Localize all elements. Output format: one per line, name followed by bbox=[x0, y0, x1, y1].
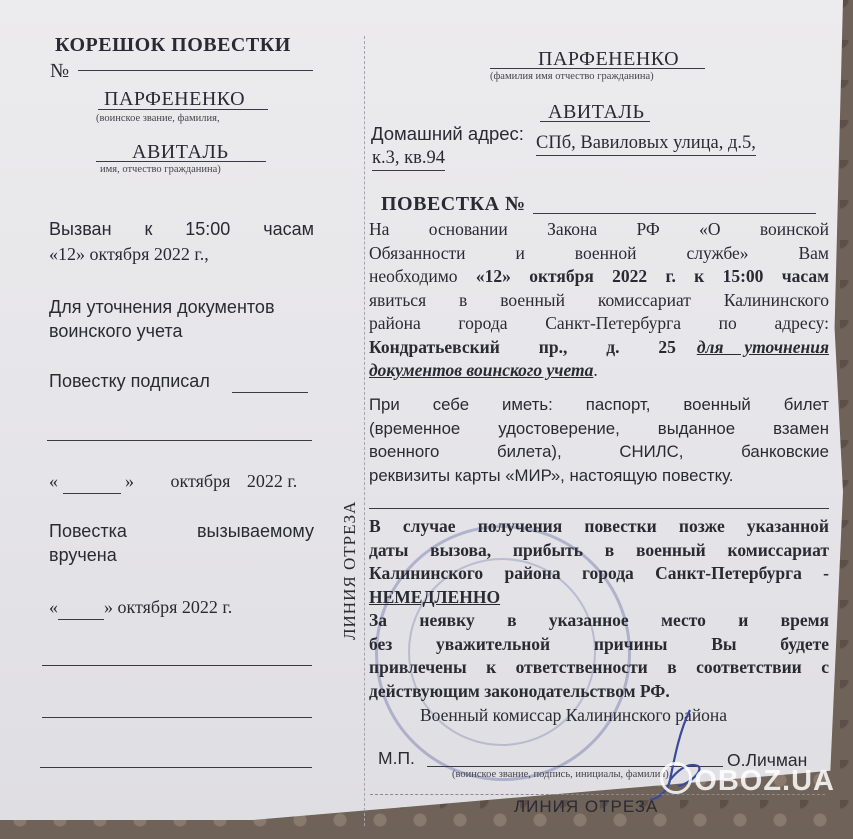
stub-blank-line-2 bbox=[42, 717, 312, 718]
stub-called-hours: часам bbox=[263, 219, 314, 239]
stub-called-line bbox=[49, 218, 314, 241]
main-bring-line-3: военного билета), СНИЛС, банковские bbox=[369, 442, 829, 461]
main-bring bbox=[369, 393, 829, 487]
stub-date-month: октября bbox=[170, 471, 231, 491]
stub-number-label: № bbox=[50, 60, 70, 82]
main-bring-line-2: (временное удостоверение, выданное взамен bbox=[369, 418, 829, 438]
stub-handed-date-rest: » октября 2022 г. bbox=[104, 597, 233, 617]
watermark-text: OBOZ.UA bbox=[694, 765, 835, 797]
main-body-line-5: района города Санкт-Петербурга по адресу: bbox=[369, 313, 829, 333]
main-mp: М.П. bbox=[378, 748, 415, 768]
main-body-line-4: явиться в военный комиссариат Калининского bbox=[369, 289, 829, 310]
stub-name: АВИТАЛЬ bbox=[132, 141, 229, 163]
stub-date-open: « bbox=[49, 471, 58, 491]
main-notice-line-2: даты вызова, прибыть в военный комиссариат bbox=[369, 539, 829, 560]
main-address-label: Домашний адрес: bbox=[371, 123, 524, 144]
vertical-cut-label: ЛИНИЯ ОТРЕЗА bbox=[340, 500, 359, 640]
main-name-line bbox=[540, 121, 650, 122]
stub-date-close: » bbox=[125, 471, 134, 491]
main-address-2: к.3, кв.94 bbox=[372, 147, 445, 171]
stub-handed-date bbox=[49, 596, 232, 620]
main-fail-line-3: привлечены к ответственности в соответствии с bbox=[369, 657, 829, 677]
main-fail bbox=[369, 609, 829, 703]
main-body-line-7 bbox=[369, 359, 829, 383]
stub-surname: ПАРФЕНЕНКО bbox=[104, 88, 246, 110]
main-separator-line bbox=[369, 508, 829, 509]
main-commissar: Военный комиссар Калининского района bbox=[420, 705, 728, 725]
main-number-line bbox=[533, 213, 816, 214]
stub-signed-by: Повестку подписал bbox=[49, 371, 210, 391]
main-signer: О.Личман bbox=[727, 750, 808, 770]
stub-name-caption: имя, отчество гражданина) bbox=[100, 164, 221, 175]
stub-handed-3: вручена bbox=[49, 545, 117, 565]
main-body bbox=[369, 218, 829, 383]
watermark bbox=[660, 762, 835, 798]
main-fio-caption: (фамилия имя отчество гражданина) bbox=[490, 71, 654, 82]
main-name: АВИТАЛЬ bbox=[548, 101, 645, 123]
main-notice bbox=[369, 515, 829, 609]
main-body-3-bold: «12» октября 2022 г. к 15:00 часам bbox=[475, 266, 829, 286]
main-sign-caption: (воинское звание, подпись, инициалы, фамилия) bbox=[452, 769, 669, 780]
main-fail-line-2: без уважительной причины Вы будете bbox=[369, 633, 829, 654]
stub-blank-line-3 bbox=[40, 767, 312, 768]
stub-date-year: 2022 г. bbox=[246, 471, 298, 491]
stub-purpose-1: Для уточнения документов bbox=[49, 297, 275, 317]
stub-name-line bbox=[96, 161, 266, 162]
main-notice-line-4: НЕМЕДЛЕННО bbox=[369, 586, 501, 607]
stub-called-time: 15:00 bbox=[185, 219, 231, 239]
watermark-logo-icon bbox=[660, 762, 692, 794]
stub-title: КОРЕШОК ПОВЕСТКИ bbox=[55, 34, 291, 56]
main-body-7-end: . bbox=[593, 360, 598, 380]
main-notice-line-3: Калининского района города Санкт-Петербурга - bbox=[369, 563, 829, 583]
stub-handed-date-blank bbox=[58, 596, 104, 620]
vertical-cut-line bbox=[364, 36, 365, 826]
main-body-6-italic: для уточнения bbox=[696, 336, 829, 357]
main-body-7-italic: документов воинского учета bbox=[369, 360, 594, 380]
main-bring-line-1: При себе иметь: паспорт, военный билет bbox=[369, 395, 829, 414]
stub-purpose-2: воинского учета bbox=[49, 321, 183, 341]
stub-blank-line-1 bbox=[42, 665, 312, 666]
main-fail-line-4: действующим законодательством РФ. bbox=[369, 680, 670, 701]
stub-called-word: Вызван bbox=[49, 219, 112, 239]
stub-date-row bbox=[49, 470, 311, 494]
main-fail-line-1: За неявку в указанное место и время bbox=[369, 610, 829, 630]
main-surname: ПАРФЕНЕНКО bbox=[538, 48, 680, 70]
stub-signer-line bbox=[232, 392, 308, 393]
stub-called-date: «12» октября 2022 г., bbox=[49, 244, 209, 264]
main-notice-line-1: В случае получения повестки позже указанной bbox=[369, 516, 829, 536]
main-body-3-pre: необходимо bbox=[369, 266, 458, 286]
main-bring-line-4: реквизиты карты «МИР», настоящую повестку. bbox=[369, 465, 734, 485]
stub-signer-line-2 bbox=[47, 440, 312, 441]
stub-number-line bbox=[78, 70, 313, 71]
stub-handed-line bbox=[49, 520, 314, 543]
main-title: ПОВЕСТКА № bbox=[381, 193, 526, 215]
stub-handed-word: Повестка bbox=[49, 521, 127, 541]
bottom-cut-label: ЛИНИЯ ОТРЕЗА bbox=[514, 797, 659, 816]
stub-date-blank bbox=[63, 470, 121, 494]
stub-called-at: к bbox=[144, 219, 153, 239]
main-body-line-3 bbox=[369, 265, 829, 289]
stub-handed-to: вызываемому bbox=[196, 521, 314, 541]
main-body-line-2: Обязанности и военной службе» Вам bbox=[369, 242, 829, 263]
main-body-line-6 bbox=[369, 336, 829, 360]
stub-surname-line bbox=[98, 109, 268, 110]
main-body-6-bold: Кондратьевский пр., д. 25 bbox=[369, 336, 676, 357]
stub-rank-caption: (воинское звание, фамилия, bbox=[96, 113, 220, 124]
main-surname-line bbox=[490, 68, 705, 69]
stub-handed-date-open: « bbox=[49, 597, 58, 617]
main-address-1: СПб, Вавиловых улица, д.5, bbox=[536, 132, 756, 156]
main-body-line-1: На основании Закона РФ «О воинской bbox=[369, 219, 829, 239]
